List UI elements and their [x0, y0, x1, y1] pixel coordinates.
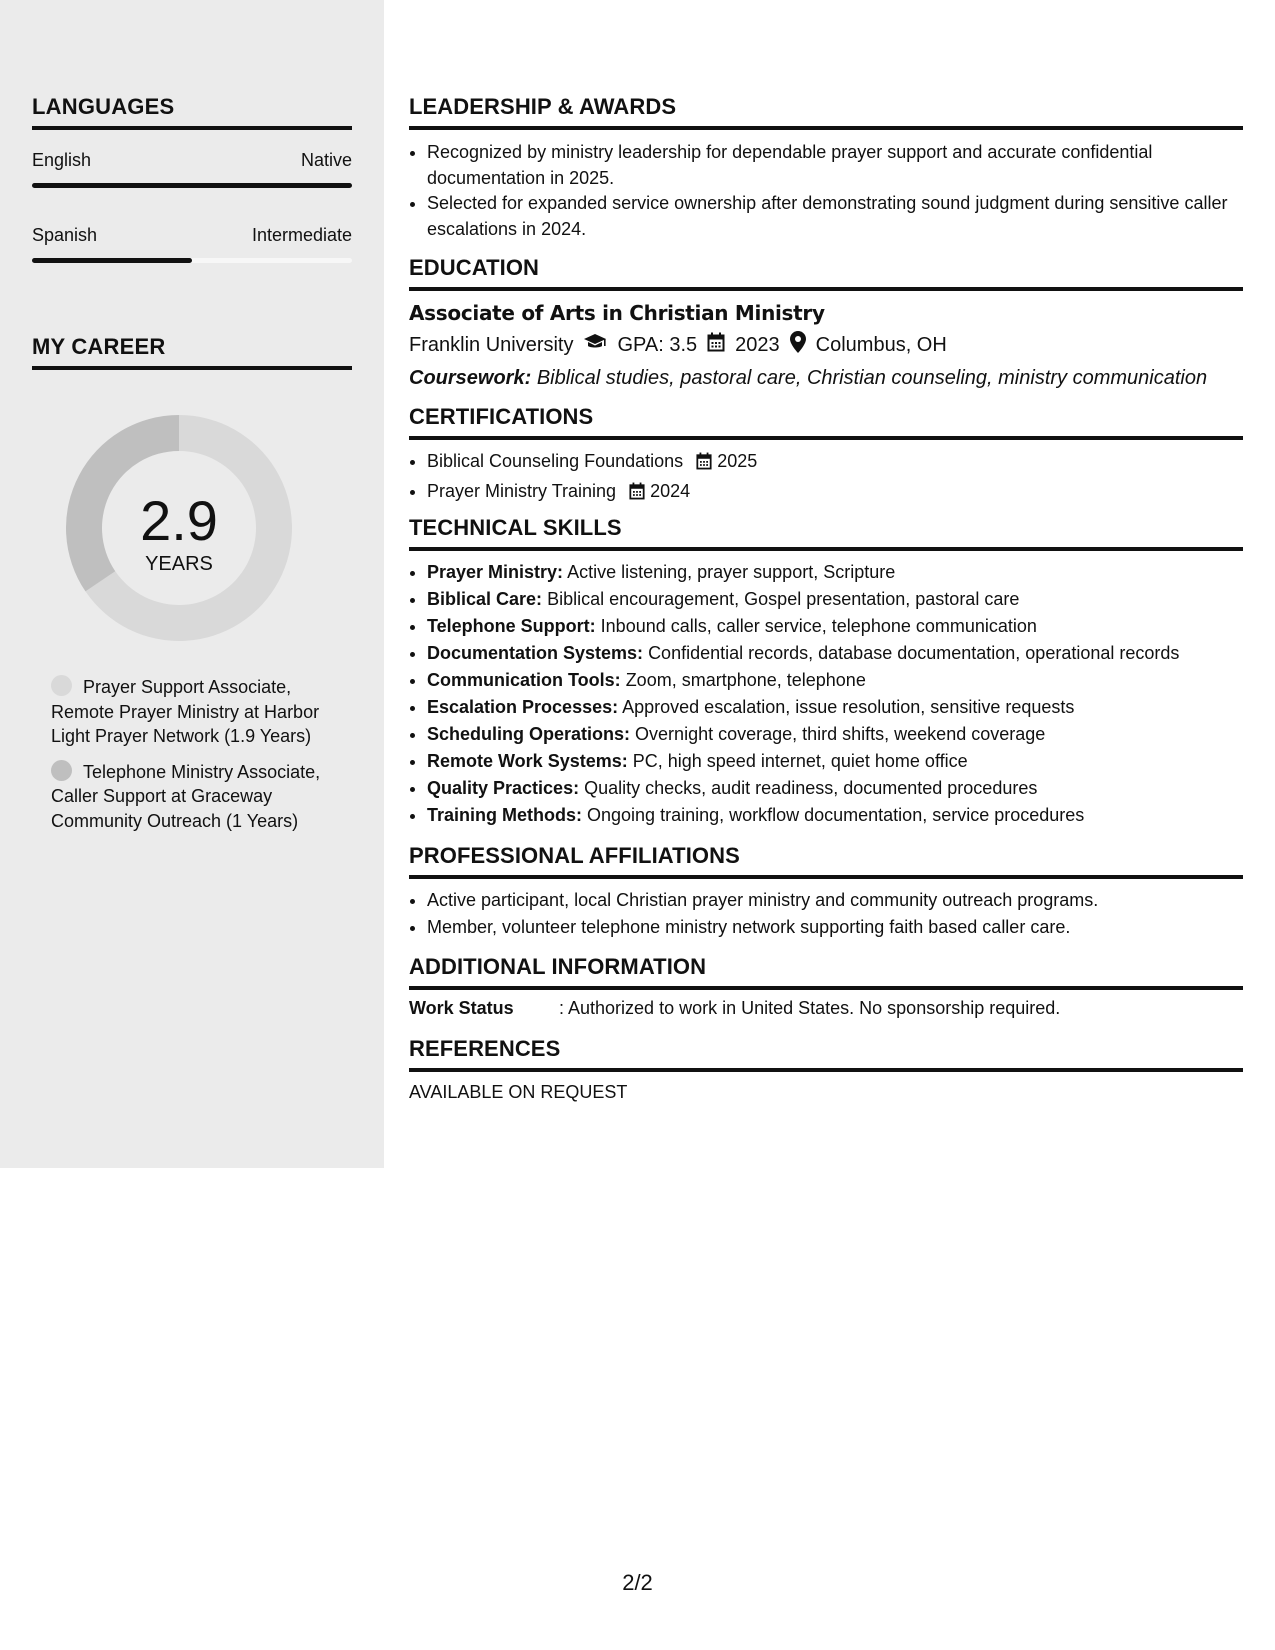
skill-text: Approved escalation, issue resolution, sensitive requests [622, 697, 1075, 717]
skill-label: Biblical Care: [427, 589, 543, 609]
skill-label: Scheduling Operations: [427, 724, 631, 744]
work-status-row [409, 998, 1243, 1019]
page-number: 2/2 [622, 1570, 653, 1595]
additional-heading: ADDITIONAL INFORMATION [409, 954, 1243, 990]
career-item [51, 675, 341, 749]
career-item-text: Telephone Ministry Associate, Caller Support at Graceway Community Outreach (1 Years) [51, 761, 321, 831]
language-name: English [32, 150, 92, 170]
location-pin-icon [790, 331, 806, 359]
work-status-label: Work Status [409, 998, 514, 1018]
skill-label: Documentation Systems: [427, 643, 644, 663]
skill-text: Confidential records, database documentation, operational records [648, 643, 1180, 663]
skill-text: Biblical encouragement, Gospel presentation, pastoral care [547, 589, 1020, 609]
references-text: AVAILABLE ON REQUEST [409, 1082, 628, 1102]
language-item [32, 150, 352, 188]
skill-label: Escalation Processes: [427, 697, 619, 717]
affiliations-heading: PROFESSIONAL AFFILIATIONS [409, 843, 1243, 879]
affiliation-item: • Member, volunteer telephone ministry network supporting faith based caller care. [427, 914, 1243, 941]
languages-heading: LANGUAGES [32, 94, 352, 130]
skill-text: Active listening, prayer support, Scripture [567, 562, 896, 582]
career-heading: MY CAREER [32, 334, 352, 370]
skill-item [427, 640, 1243, 667]
coursework [409, 367, 1243, 390]
affiliation-item: • Active participant, local Christian prayer ministry and community outreach programs. [427, 887, 1243, 914]
career-list [51, 675, 341, 844]
language-proficiency-fill [32, 183, 352, 188]
career-total-value: 2.9 [140, 489, 218, 552]
education-meta [409, 331, 1243, 359]
skill-text: Quality checks, audit readiness, documented procedures [584, 778, 1038, 798]
career-section [32, 334, 352, 370]
additional-section [409, 954, 1243, 1019]
skills-heading: TECHNICAL SKILLS [409, 515, 1243, 551]
languages-section [32, 94, 352, 263]
skills-section [409, 515, 1243, 829]
certification-year: 2024 [650, 481, 691, 501]
calendar-icon [629, 481, 645, 508]
language-level: Native [300, 150, 352, 170]
career-item [51, 760, 341, 834]
skill-item [427, 748, 1243, 775]
skill-label: Remote Work Systems: [427, 751, 628, 771]
language-proficiency-fill [32, 258, 192, 263]
affiliations-section [409, 843, 1243, 941]
skill-item [427, 775, 1243, 802]
certification-name: Biblical Counseling Foundations [427, 451, 684, 471]
calendar-icon [696, 451, 712, 478]
language-level: Intermediate [251, 225, 352, 245]
gpa: GPA: 3.5 [617, 333, 698, 356]
language-name: Spanish [32, 225, 98, 245]
skill-text: PC, high speed internet, quiet home office [632, 751, 968, 771]
skill-item [427, 559, 1243, 586]
degree-title: Associate of Arts in Christian Ministry [409, 301, 825, 325]
career-donut-chart [66, 415, 292, 641]
career-legend-dot [51, 760, 72, 781]
coursework-text: Biblical studies, pastoral care, Christian counseling, ministry communication [536, 367, 1208, 389]
career-legend-dot [51, 675, 72, 696]
leadership-item: • Recognized by ministry leadership for dependable prayer support and accurate confidential documentation in 2025. [427, 140, 1243, 191]
skill-label: Training Methods: [427, 805, 582, 825]
skill-item [427, 694, 1243, 721]
leadership-heading: LEADERSHIP & AWARDS [409, 94, 1243, 130]
work-status-value: : Authorized to work in United States. No sponsorship required. [559, 998, 1061, 1018]
skill-text: Ongoing training, workflow documentation, service procedures [587, 805, 1085, 825]
skills-list [409, 559, 1243, 829]
skill-label: Quality Practices: [427, 778, 580, 798]
sidebar [0, 0, 384, 1168]
skill-text: Zoom, smartphone, telephone [625, 670, 866, 690]
references-section [409, 1036, 1243, 1103]
school-location: Columbus, OH [815, 333, 947, 356]
certifications-section [409, 404, 1243, 508]
skill-item [427, 613, 1243, 640]
certification-year: 2025 [717, 451, 758, 471]
school-name: Franklin University [409, 333, 574, 356]
skill-item [427, 667, 1243, 694]
career-total-unit: YEARS [145, 553, 213, 575]
education-heading: EDUCATION [409, 255, 1243, 291]
calendar-icon [707, 332, 725, 358]
skill-item [427, 802, 1243, 829]
graduation-cap-icon [583, 332, 607, 358]
certification-name: Prayer Ministry Training [427, 481, 617, 501]
skill-label: Prayer Ministry: [427, 562, 564, 582]
skill-label: Telephone Support: [427, 616, 596, 636]
leadership-section [409, 94, 1243, 242]
language-item [32, 225, 352, 263]
language-proficiency-bar [32, 258, 352, 263]
career-item-text: Prayer Support Associate, Remote Prayer Ministry at Harbor Light Prayer Network (1.9 Years) [51, 677, 320, 746]
skill-label: Communication Tools: [427, 670, 621, 690]
certification-item [427, 478, 1243, 508]
skill-text: Overnight coverage, third shifts, weekend coverage [635, 724, 1046, 744]
skill-item [427, 586, 1243, 613]
references-heading: REFERENCES [409, 1036, 1243, 1072]
leadership-item: • Selected for expanded service ownership after demonstrating sound judgment during sensitive caller escalations in 2024. [427, 191, 1243, 242]
education-section [409, 255, 1243, 390]
skill-item [427, 721, 1243, 748]
graduation-year: 2023 [735, 333, 780, 356]
language-proficiency-bar [32, 183, 352, 188]
certification-item [427, 448, 1243, 478]
certifications-heading: CERTIFICATIONS [409, 404, 1243, 440]
coursework-label: Coursework: [409, 367, 532, 389]
skill-text: Inbound calls, caller service, telephone communication [600, 616, 1037, 636]
